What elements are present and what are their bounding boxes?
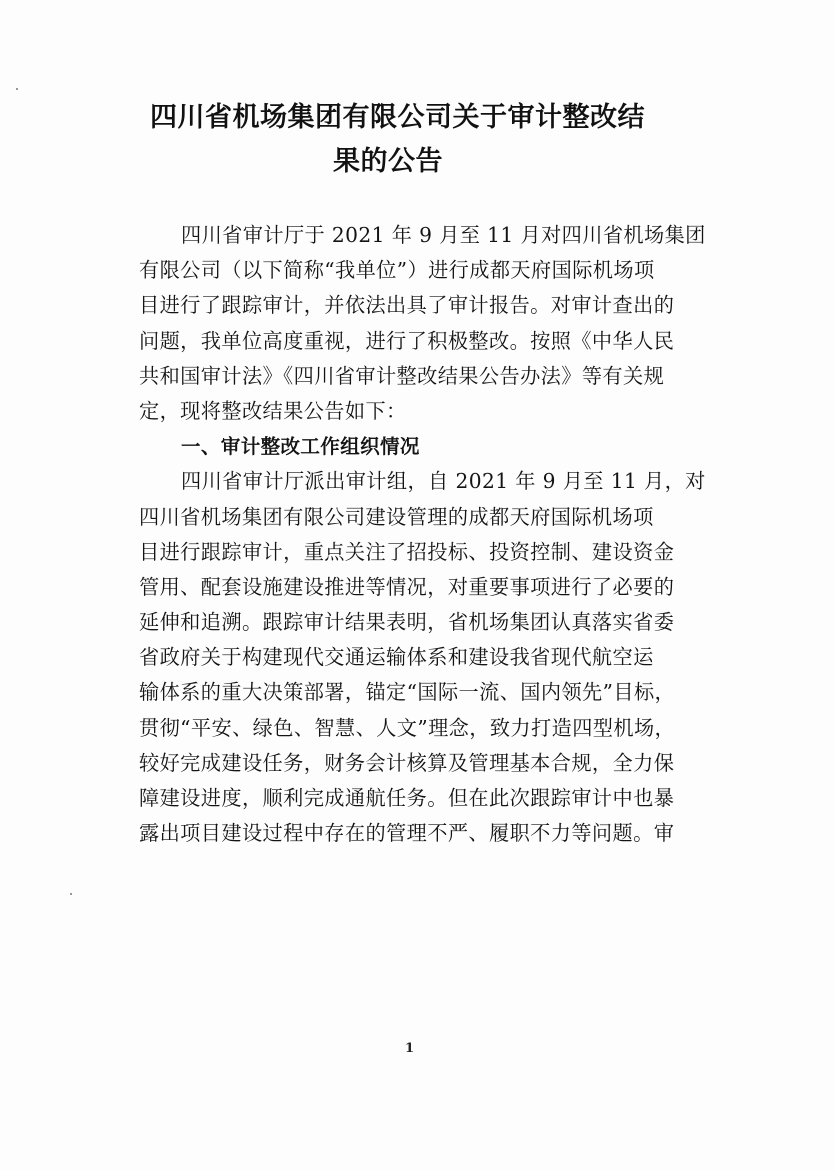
- page-number: 1: [405, 1041, 415, 1056]
- paragraph-line: 定，现将整改结果公告如下：: [139, 398, 407, 423]
- paragraph-line: 目进行跟踪审计，重点关注了招投标、投资控制、建设资金: [139, 539, 675, 564]
- paragraph-line: 问题，我单位高度重视，进行了积极整改。按照《中华人民: [139, 328, 675, 353]
- document-body: [139, 218, 706, 851]
- paragraph-line: 四川省机场集团有限公司建设管理的成都天府国际机场项: [139, 504, 654, 529]
- paragraph-line: 目进行了跟踪审计，并依法出具了审计报告。对审计查出的: [139, 293, 675, 318]
- paragraph-line: 有限公司（以下简称“我单位”）进行成都天府国际机场项: [139, 258, 655, 283]
- scan-speck: [70, 893, 72, 895]
- paragraph-line: 管用、配套设施建设推进等情况，对重要事项进行了必要的: [139, 574, 675, 599]
- paragraph-line: 贯彻“平安、绿色、智慧、人文”理念，致力打造四型机场，: [139, 715, 676, 740]
- paragraph-line: 输体系的重大决策部署，锚定“国际一流、国内领先”目标，: [139, 680, 676, 705]
- paragraph-line: 共和国审计法》《四川省审计整改结果公告办法》等有关规: [139, 363, 665, 388]
- paragraph-line: 露出项目建设过程中存在的管理不严、履职不力等问题。审: [139, 821, 675, 846]
- paragraph-line: 省政府关于构建现代交通运输体系和建设我省现代航空运: [139, 645, 654, 670]
- title-line-2: 果的公告: [333, 146, 443, 177]
- title-line-1: 四川省机场集团有限公司关于审计整改结: [150, 102, 645, 133]
- paragraph-line: 四川省审计厅于 2021 年 9 月至 11 月对四川省机场集团: [181, 223, 706, 247]
- paragraph-line: 延伸和追溯。跟踪审计结果表明，省机场集团认真落实省委: [139, 610, 675, 635]
- paragraph-line: 较好完成建设任务，财务会计核算及管理基本合规，全力保: [139, 750, 675, 775]
- scan-speck: [16, 88, 18, 90]
- paragraph-line: 障建设进度，顺利完成通航任务。但在此次跟踪审计中也暴: [139, 786, 675, 810]
- section-heading: 一、审计整改工作组织情况: [181, 435, 420, 459]
- document-title: [150, 96, 710, 184]
- paragraph-line: 四川省审计厅派出审计组，自 2021 年 9 月至 11 月，对: [181, 469, 706, 494]
